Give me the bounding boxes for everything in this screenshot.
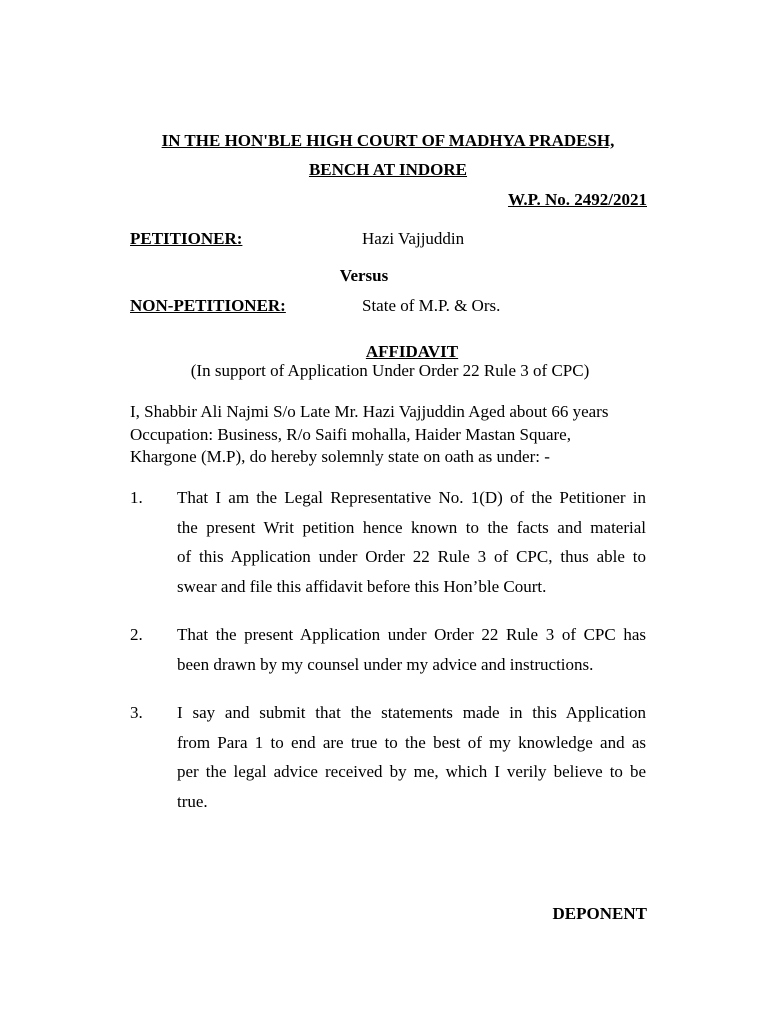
versus-label: Versus (339, 266, 389, 285)
petitioner-name: Hazi Vajjuddin (362, 229, 465, 248)
paragraph-text (177, 620, 646, 679)
paragraph-line: true. (177, 791, 208, 811)
paragraph-line: swear and file this affidavit before this Hon’ble Court. (177, 576, 547, 596)
paragraph-text (177, 483, 646, 601)
paragraph-text (177, 698, 646, 816)
paragraph-line: of this Application under Order 22 Rule 3 of CPC, thus able to (177, 547, 646, 566)
non-petitioner-label: NON-PETITIONER: (130, 296, 286, 315)
paragraph-number: 2. (130, 625, 143, 644)
paragraph-number: 3. (130, 703, 143, 722)
intro-line: Occupation: Business, R/o Saifi mohalla, Haider Mastan Square, (130, 424, 571, 444)
case-number: W.P. No. 2492/2021 (507, 190, 647, 209)
paragraph-line: That the present Application under Order 22 Rule 3 of CPC has (177, 625, 646, 644)
paragraph-line: from Para 1 to end are true to the best of my knowledge and as (177, 732, 646, 752)
court-title-line-1: IN THE HON'BLE HIGH COURT OF MADHYA PRADESH, (161, 131, 615, 150)
deponent-signature-label: DEPONENT (552, 904, 647, 923)
petitioner-label: PETITIONER: (130, 229, 243, 248)
paragraph-line: I say and submit that the statements made in this Application (177, 703, 646, 722)
court-title-line-2: BENCH AT INDORE (308, 160, 468, 179)
deponent-introduction (130, 401, 646, 469)
affidavit-title: AFFIDAVIT (365, 342, 459, 361)
paragraph-line: That I am the Legal Representative No. 1(D) of the Petitioner in (177, 488, 646, 507)
intro-line: Khargone (M.P), do hereby solemnly state on oath as under: - (130, 447, 550, 466)
paragraph-line: been drawn by my counsel under my advice and instructions. (177, 654, 594, 674)
intro-line: I, Shabbir Ali Najmi S/o Late Mr. Hazi Vajjuddin Aged about 66 years (130, 402, 609, 421)
paragraph-line: the present Writ petition hence known to the facts and material (177, 517, 646, 537)
paragraph-line: per the legal advice received by me, which I verily believe to be (177, 762, 646, 781)
non-petitioner-name: State of M.P. & Ors. (362, 296, 501, 315)
paragraph-number: 1. (130, 488, 143, 507)
affidavit-subtitle: (In support of Application Under Order 22 Rule 3 of CPC) (190, 361, 590, 380)
